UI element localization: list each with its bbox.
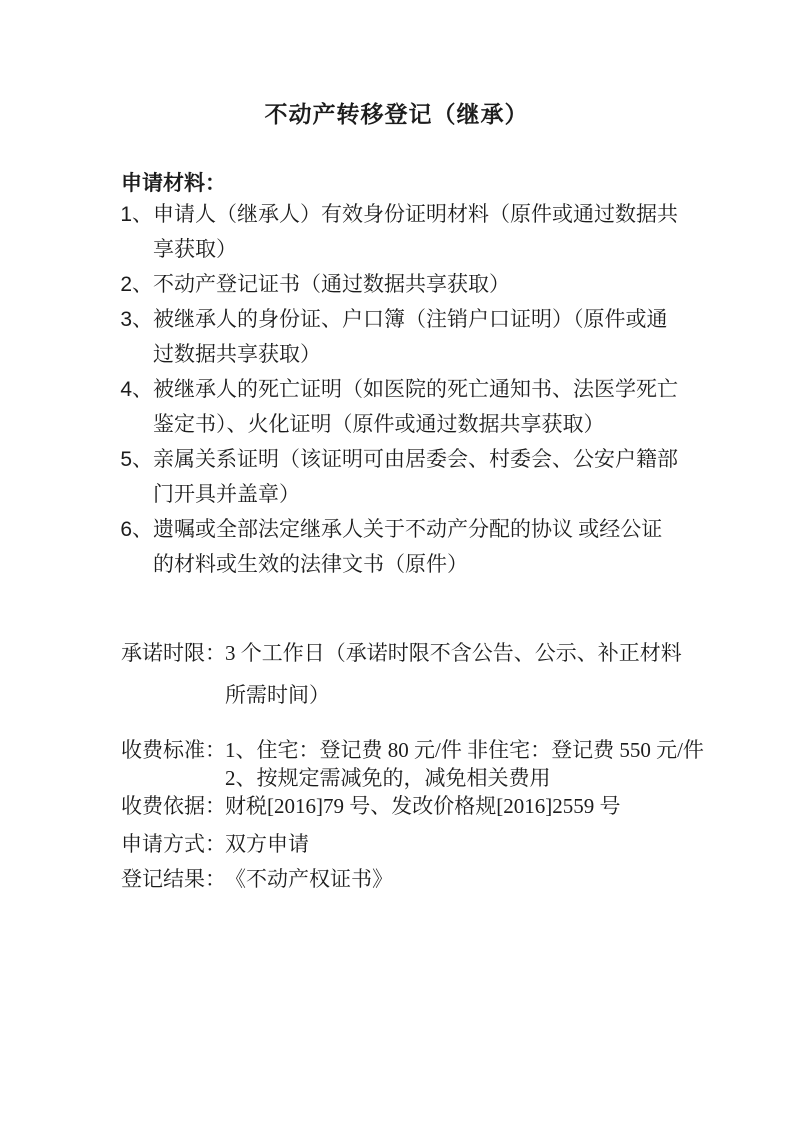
item-text-line: 被继承人的身份证、户口簿（注销户口证明）（原件或通 xyxy=(153,307,668,331)
item-text-line: 的材料或生效的法律文书（原件） xyxy=(153,552,468,576)
row-value-line: 《不动产权证书》 xyxy=(225,867,393,891)
row-label: 承诺时限： xyxy=(121,641,226,665)
info-row-register-result xyxy=(121,868,793,890)
item-text-line: 不动产登记证书（通过数据共享获取） xyxy=(153,272,510,296)
row-value xyxy=(225,833,793,855)
item-number: 6、 xyxy=(120,518,153,541)
list-item-2 xyxy=(120,267,793,302)
info-row-promise-time xyxy=(121,632,793,716)
list-item-4 xyxy=(120,372,793,442)
row-value xyxy=(225,736,793,792)
row-value xyxy=(225,868,793,890)
item-text-line: 遗嘱或全部法定继承人关于不动产分配的协议 或经公证 xyxy=(153,517,663,541)
page-title: 不动产转移登记（继承） xyxy=(264,101,529,127)
row-label: 收费标准： xyxy=(121,738,226,762)
item-text-line: 门开具并盖章） xyxy=(153,482,300,506)
item-text-line: 享获取） xyxy=(153,237,237,261)
row-value-line: 所需时间） xyxy=(225,683,330,707)
row-value-line: 1、住宅：登记费 80 元/件 非住宅：登记费 550 元/件 xyxy=(225,738,704,762)
list-item-6 xyxy=(120,512,793,582)
materials-heading: 申请材料： xyxy=(121,172,226,195)
item-number: 1、 xyxy=(120,203,153,226)
item-number: 3、 xyxy=(120,308,153,331)
info-row-apply-method xyxy=(121,833,793,855)
row-value xyxy=(225,632,793,716)
item-text-line: 申请人（继承人）有效身份证明材料（原件或通过数据共 xyxy=(153,202,678,226)
row-value-line: 双方申请 xyxy=(225,832,309,856)
row-value-line: 财税[2016]79 号、发改价格规[2016]2559 号 xyxy=(225,794,621,818)
info-row-fee-basis xyxy=(121,795,793,817)
list-item-5 xyxy=(120,442,793,512)
item-number: 4、 xyxy=(120,378,153,401)
info-row-fee-standard xyxy=(121,736,793,792)
list-item-1 xyxy=(120,197,793,267)
row-label: 收费依据： xyxy=(121,794,226,818)
row-value-line: 3 个工作日（承诺时限不含公告、公示、补正材料 xyxy=(225,641,682,665)
row-label: 登记结果： xyxy=(121,867,226,891)
item-text-line: 鉴定书）、火化证明（原件或通过数据共享获取） xyxy=(153,412,605,436)
item-number: 2、 xyxy=(120,273,153,296)
item-text-line: 被继承人的死亡证明（如医院的死亡通知书、法医学死亡 xyxy=(153,377,678,401)
list-item-3 xyxy=(120,302,793,372)
item-text-line: 亲属关系证明（该证明可由居委会、村委会、公安户籍部 xyxy=(153,447,678,471)
item-number: 5、 xyxy=(120,448,153,471)
item-text-line: 过数据共享获取） xyxy=(153,342,321,366)
row-value xyxy=(225,795,793,817)
row-value-line: 2、按规定需减免的，减免相关费用 xyxy=(225,766,551,790)
row-label: 申请方式： xyxy=(121,832,226,856)
materials-list xyxy=(0,197,793,582)
